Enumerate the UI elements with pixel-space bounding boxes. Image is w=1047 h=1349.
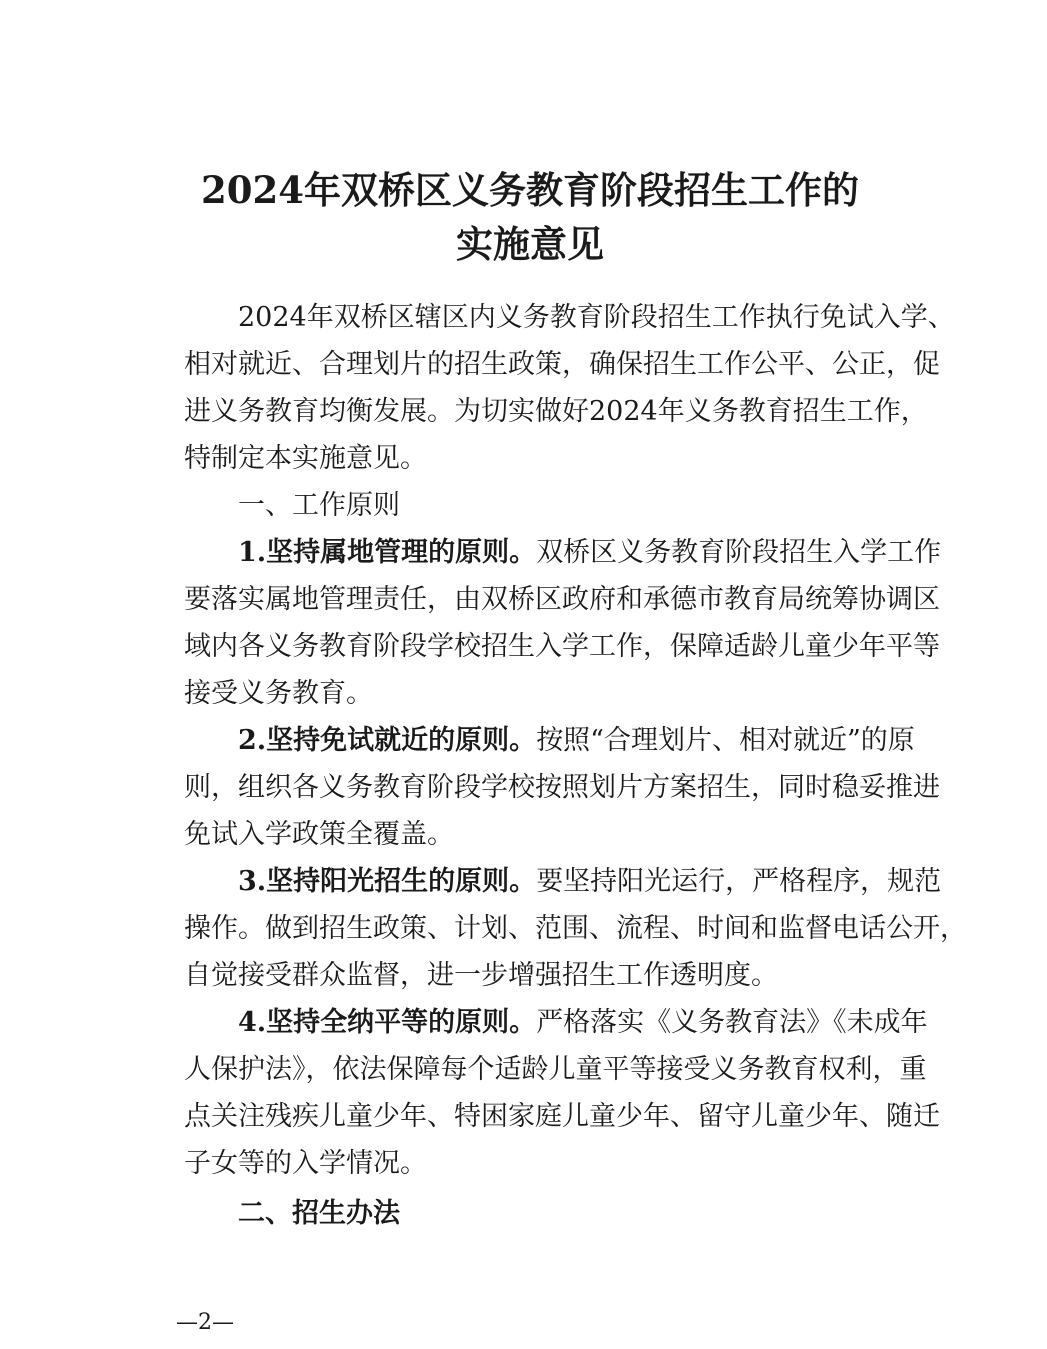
intro-line-4: 特制定本实施意见。 [184, 443, 427, 474]
intro-line-2: 相对就近、合理划片的招生政策，确保招生工作公平、公正，促 [184, 349, 940, 380]
principle-1-line-4: 接受义务教育。 [184, 678, 373, 709]
document-title-line-1: 2024年双桥区义务教育阶段招生工作的 [201, 168, 859, 212]
principle-1-line-2: 要落实属地管理责任，由双桥区政府和承德市教育局统筹协调区 [184, 584, 940, 615]
principle-4-line-4: 子女等的入学情况。 [184, 1148, 427, 1179]
principle-2-paragraph [184, 717, 940, 858]
principle-4-paragraph [184, 999, 940, 1187]
document-title-line-2: 实施意见 [456, 222, 604, 266]
page-number: —2— [176, 1310, 234, 1335]
principle-3-line-3: 自觉接受群众监督，进一步增强招生工作透明度。 [184, 960, 778, 991]
principle-4-line-1 [184, 999, 928, 1046]
intro-paragraph [184, 294, 955, 482]
intro-line-1: 2024年双桥区辖区内义务教育阶段招生工作执行免试入学、 [238, 302, 955, 333]
principle-2-line-3: 免试入学政策全覆盖。 [184, 819, 454, 850]
principle-4-first-text: 严格落实《义务教育法》《未成年 [536, 1007, 928, 1038]
principle-1-line-3: 域内各义务教育阶段学校招生入学工作，保障适龄儿童少年平等 [184, 631, 940, 662]
principle-3-line-1 [184, 858, 942, 905]
principle-2-first-text: 按照“合理划片、相对就近”的原 [536, 725, 915, 756]
intro-line-3: 进义务教育均衡发展。为切实做好2024年义务教育招生工作， [184, 396, 928, 427]
principle-3-paragraph [184, 858, 967, 999]
principle-1-line-1 [184, 529, 942, 576]
section-heading-1: 一、工作原则 [238, 490, 400, 521]
principle-4-line-2: 人保护法》，依法保障每个适龄儿童平等接受义务教育权利，重 [184, 1054, 927, 1085]
principle-1-lead: 1.坚持属地管理的原则。 [238, 537, 537, 568]
principle-3-first-text: 要坚持阳光运行，严格程序，规范 [536, 866, 942, 897]
principle-3-lead: 3.坚持阳光招生的原则。 [238, 866, 537, 897]
principle-1-paragraph [184, 529, 942, 717]
principle-2-lead: 2.坚持免试就近的原则。 [238, 725, 537, 756]
principle-1-first-text: 双桥区义务教育阶段招生入学工作 [536, 537, 942, 568]
principle-3-line-2: 操作。做到招生政策、计划、范围、流程、时间和监督电话公开， [184, 913, 967, 944]
principle-4-lead: 4.坚持全纳平等的原则。 [238, 1007, 537, 1038]
section-heading-2: 二、招生办法 [238, 1198, 400, 1229]
principle-2-line-2: 则，组织各义务教育阶段学校按照划片方案招生，同时稳妥推进 [184, 772, 940, 803]
principle-4-line-3: 点关注残疾儿童少年、特困家庭儿童少年、留守儿童少年、随迁 [184, 1101, 940, 1132]
principle-2-line-1 [184, 717, 915, 764]
